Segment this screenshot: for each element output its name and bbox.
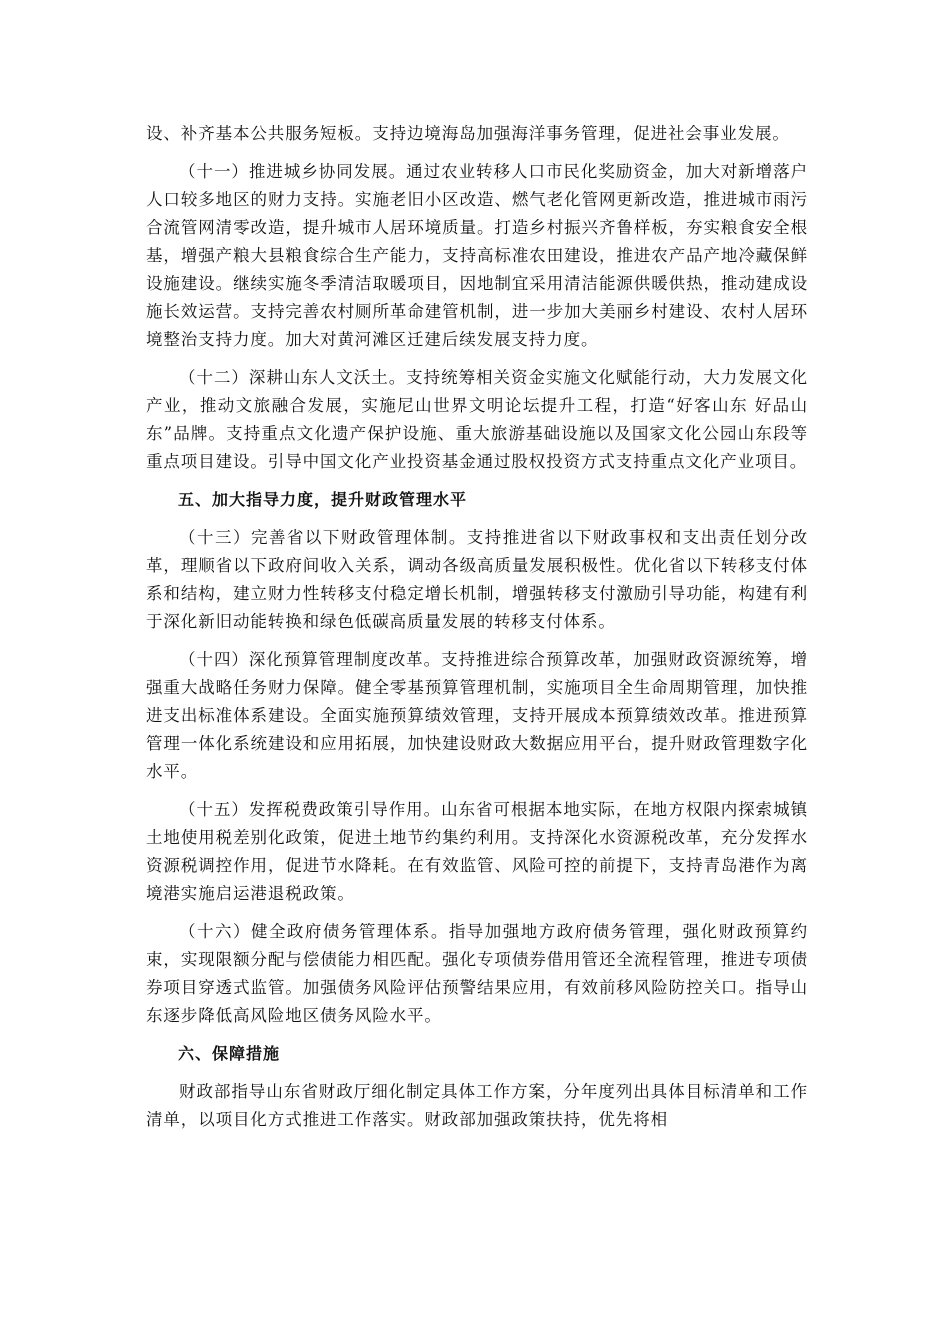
paragraph-16: （十六）健全政府债务管理体系。指导加强地方政府债务管理，强化财政预算约束，实现限额分配与偿债能力相匹配。强化专项债券借用管还全流程管理，推进专项债券项目穿透式监管。加强债务风险评估预警结果应用，有效前移风险防控关口。指导山东逐步降低高风险地区债务风险水平。	[146, 922, 808, 1025]
paragraph-13: （十三）完善省以下财政管理体制。支持推进省以下财政事权和支出责任划分改革，理顺省以下政府间收入关系，调动各级高质量发展积极性。优化省以下转移支付体系和结构，建立财力性转移支付稳定增长机制，增强转移支付激励引导功能，构建有利于深化新旧动能转换和绿色低碳高质量发展的转移支付体系。	[146, 528, 808, 631]
paragraph-15: （十五）发挥税费政策引导作用。山东省可根据本地实际，在地方权限内探索城镇土地使用税差别化政策，促进土地节约集约利用。支持深化水资源税改革，充分发挥水资源税调控作用，促进节水降耗。在有效监管、风险可控的前提下，支持青岛港作为离境港实施启运港退税政策。	[146, 800, 808, 903]
paragraph-12: （十二）深耕山东人文沃土。支持统筹相关资金实施文化赋能行动，大力发展文化产业，推动文旅融合发展，实施尼山世界文明论坛提升工程，打造“好客山东 好品山东”品牌。支持重点文化遗产保护设施、重大旅游基础设施以及国家文化公园山东段等重点项目建设。引导中国文化产业投资基金通过股权投资方式支持重点文化产业项目。	[146, 368, 808, 471]
paragraph-14: （十四）深化预算管理制度改革。支持推进综合预算改革，加强财政资源统筹，增强重大战略任务财力保障。健全零基预算管理机制，实施项目全生命周期管理，加快推进支出标准体系建设。全面实施预算绩效管理，支持开展成本预算绩效改革。推进预算管理一体化系统建设和应用拓展，加快建设财政大数据应用平台，提升财政管理数字化水平。	[146, 650, 808, 781]
paragraph-11: （十一）推进城乡协同发展。通过农业转移人口市民化奖励资金，加大对新增落户人口较多地区的财力支持。实施老旧小区改造、燃气老化管网更新改造，推进城市雨污合流管网清零改造，提升城市人居环境质量。打造乡村振兴齐鲁样板，夯实粮食安全根基，增强产粮大县粮食综合生产能力，支持高标准农田建设，推进农产品产地冷藏保鲜设施建设。继续实施冬季清洁取暖项目，因地制宜采用清洁能源供暖供热，推动建成设施长效运营。支持完善农村厕所革命建管机制，进一步加大美丽乡村建设、农村人居环境整治支持力度。加大对黄河滩区迁建后续发展支持力度。	[146, 162, 808, 349]
paragraph-continuation: 设、补齐基本公共服务短板。支持边境海岛加强海洋事务管理，促进社会事业发展。	[146, 124, 790, 143]
paragraph-safeguards: 财政部指导山东省财政厅细化制定具体工作方案，分年度列出具体目标清单和工作清单，以项目化方式推进工作落实。财政部加强政策扶持，优先将相	[146, 1082, 808, 1129]
section-heading-6: 六、保障措施	[178, 1044, 281, 1063]
section-heading-5: 五、加大指导力度，提升财政管理水平	[178, 490, 468, 509]
document-body	[146, 120, 808, 1144]
